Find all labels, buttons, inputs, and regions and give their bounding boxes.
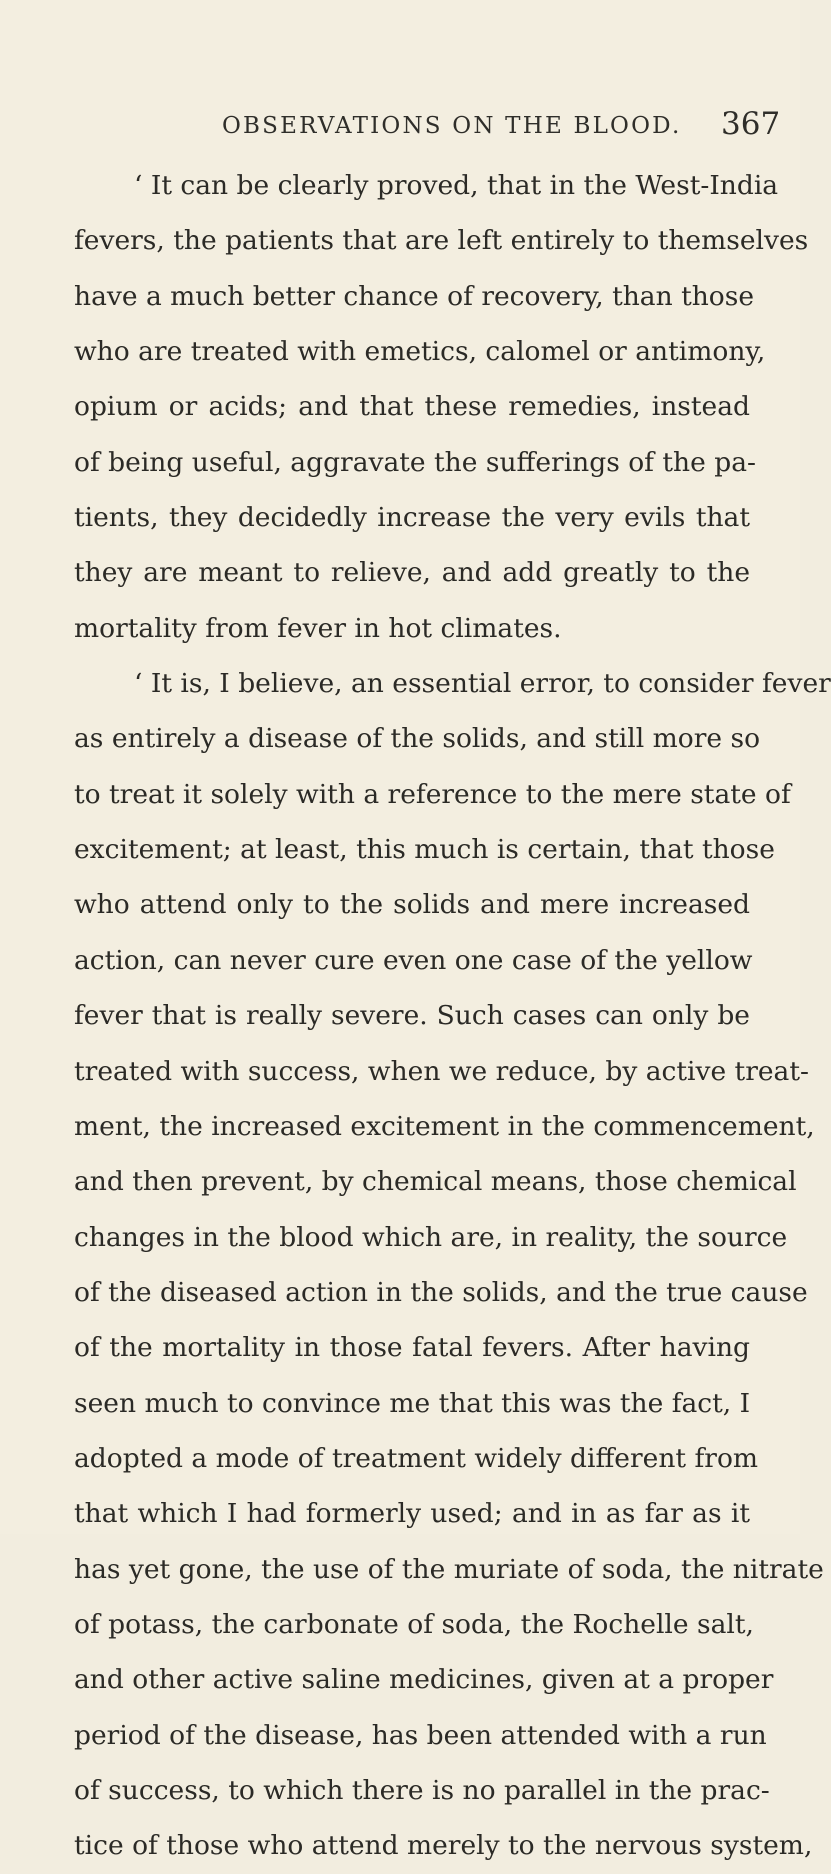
text-line: ‘ It is, I believe, an essential error, to consider fever — [134, 668, 831, 700]
text-line: ‘ It can be clearly proved, that in the West-India — [134, 170, 779, 201]
text-line: of the diseased action in the solids, and the true cause — [74, 1276, 808, 1308]
text-line: ment, the increased excitement in the commencement, — [74, 1110, 815, 1142]
text-line: treated with success, when we reduce, by active treat- — [74, 1055, 809, 1087]
text-line: have a much better chance of recovery, than those — [74, 280, 755, 312]
text-line: fever that is really severe. Such cases can only be — [74, 1000, 750, 1032]
text-line: tice of those who attend merely to the nervous system, — [74, 1830, 813, 1862]
text-line: fevers, the patients that are left entirely to themselves — [74, 225, 809, 257]
text-line: and then prevent, by chemical means, those chemical — [74, 1166, 797, 1198]
text-line: to treat it solely with a reference to the mere state of — [74, 778, 791, 810]
text-line: has yet gone, the use of the muriate of soda, the nitrate — [74, 1553, 824, 1585]
page-number: 367 — [721, 106, 781, 142]
text-line: tients, they decidedly increase the very evils that — [74, 502, 750, 534]
text-line: and other active saline medicines, given at a proper — [74, 1664, 774, 1696]
text-line: of success, to which there is no parallel in the prac- — [74, 1774, 770, 1806]
text-line: that which I had formerly used; and in as far as it — [74, 1498, 750, 1530]
text-line: seen much to convince me that this was the fact, I — [74, 1387, 751, 1419]
text-line: excitement; at least, this much is certain, that those — [74, 834, 775, 866]
text-line: mortality from fever in hot climates. — [74, 612, 562, 644]
text-line: period of the disease, has been attended with a run — [74, 1719, 767, 1751]
text-line: of being useful, aggravate the sufferings of the pa- — [74, 446, 756, 478]
text-line: they are meant to relieve, and add greatly to the — [74, 557, 750, 589]
text-line: of the mortality in those fatal fevers. After having — [74, 1332, 750, 1364]
text-line: as entirely a disease of the solids, and still more so — [74, 723, 761, 755]
text-line: who are treated with emetics, calomel or antimony, — [74, 336, 766, 368]
running-head: OBSERVATIONS ON THE BLOOD. — [222, 113, 682, 139]
page-header — [0, 106, 800, 146]
text-line: adopted a mode of treatment widely different from — [74, 1442, 759, 1474]
paragraph-2 — [74, 656, 831, 1874]
body-text — [74, 158, 831, 1874]
paragraph-1 — [74, 158, 809, 656]
text-line: who attend only to the solids and mere increased — [74, 889, 750, 921]
text-line: action, can never cure even one case of the yellow — [74, 944, 753, 976]
text-line: of potass, the carbonate of soda, the Rochelle salt, — [74, 1608, 754, 1640]
text-line: changes in the blood which are, in reality, the source — [74, 1221, 788, 1253]
text-line: opium or acids; and that these remedies, instead — [74, 391, 750, 423]
